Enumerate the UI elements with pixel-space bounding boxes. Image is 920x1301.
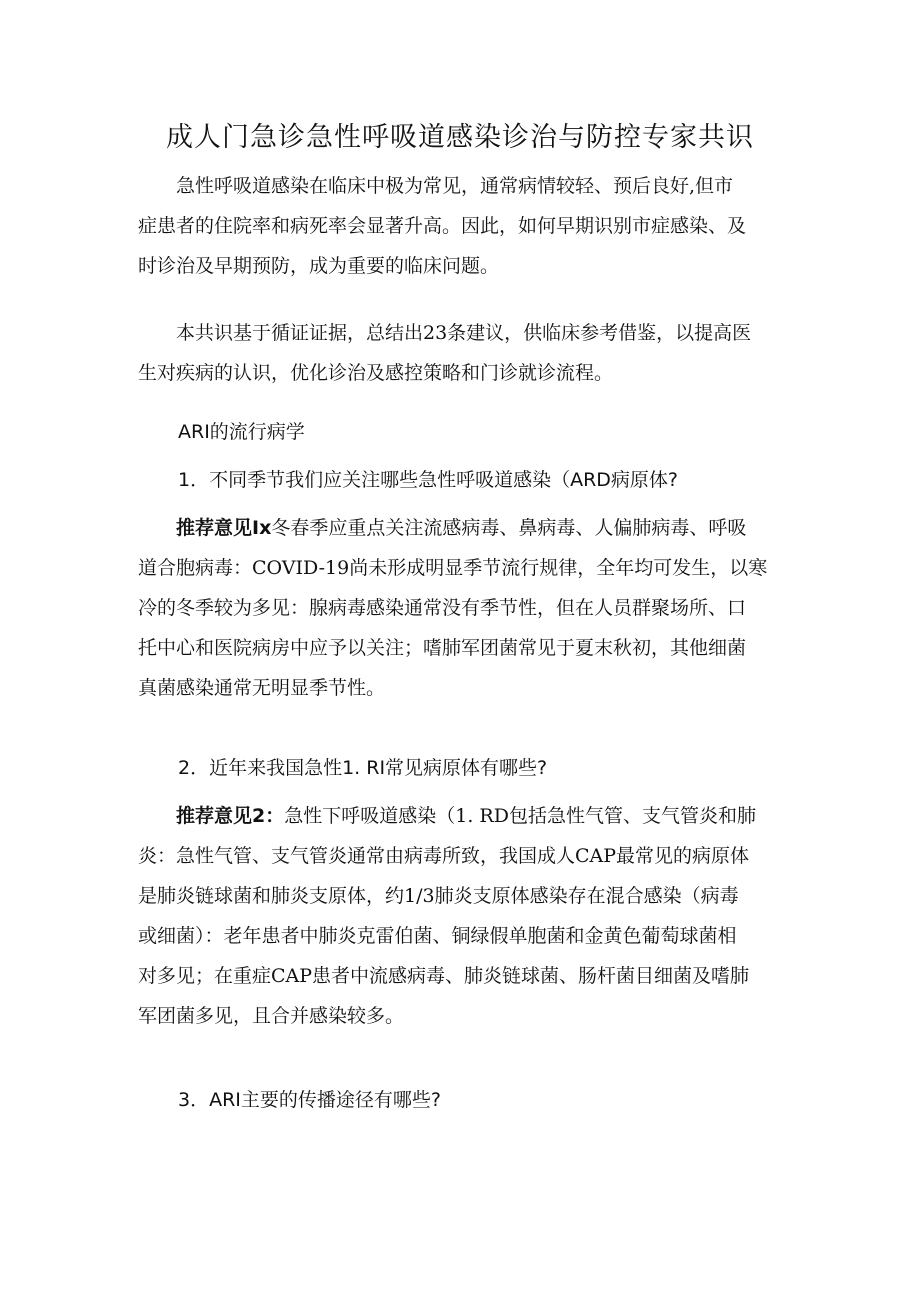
text-span: 冬春季应重点关注流感病毒、鼻病毒、人偏肺病毒、呼吸 [271, 517, 747, 539]
text-line: 症患者的住院率和病死率会显著升高。因此，如何早期识别市症感染、及 [138, 215, 747, 237]
section-heading: ARI的流行病学 [178, 421, 305, 443]
recommendation-label: 推荐意见2： [176, 805, 285, 827]
text-line: 军团菌多见，且合并感染较多。 [138, 1005, 405, 1027]
intro-paragraph-2 [138, 313, 778, 393]
text-line [138, 796, 778, 836]
text-line: 冷的冬季较为多见：腺病毒感染通常没有季节性，但在人员群聚场所、口 [138, 597, 747, 619]
intro-paragraph-1 [138, 166, 778, 286]
question-3-heading: 3．ARI主要的传播途径有哪些? [178, 1089, 441, 1111]
question-2-recommendation [138, 796, 778, 1036]
text-line: 或细菌）：老年患者中肺炎克雷伯菌、铜绿假单胞菌和金黄色葡萄球菌相 [138, 925, 737, 947]
text-line: 生对疾病的认识，优化诊治及感控策略和门诊就诊流程。 [138, 362, 614, 384]
document-title: 成人门急诊急性呼吸道感染诊治与防控专家共识 [166, 122, 754, 153]
text-line [138, 508, 778, 548]
recommendation-label: 推荐意见Ix [176, 517, 272, 539]
text-line: 急性呼吸道感染在临床中极为常见，通常病情较轻、预后良好,但市 [176, 175, 734, 197]
text-line: 炎：急性气管、支气管炎通常由病毒所致，我国成人CAP最常见的病原体 [138, 845, 750, 867]
text-span: 急性下呼吸道感染（1. RD包括急性气管、支气管炎和肺 [284, 805, 756, 827]
text-line: 道合胞病毒：COVID-19尚未形成明显季节流行规律，全年均可发生，以寒 [138, 557, 768, 579]
question-2-heading: 2．近年来我国急性1. RI常见病原体有哪些? [178, 757, 548, 779]
text-line: 对多见；在重症CAP患者中流感病毒、肺炎链球菌、肠杆菌目细菌及嗜肺 [138, 965, 750, 987]
text-line: 真菌感染通常无明显季节性。 [138, 677, 386, 699]
text-line: 是肺炎链球菌和肺炎支原体，约1/3肺炎支原体感染存在混合感染（病毒 [138, 885, 739, 907]
question-1-recommendation [138, 508, 778, 708]
text-line: 时诊治及早期预防，成为重要的临床问题。 [138, 255, 500, 277]
text-line: 本共识基于循证证据，总结出23条建议，供临床参考借鉴，以提高医 [176, 322, 752, 344]
text-line: 托中心和医院病房中应予以关注；嗜肺军团菌常见于夏末秋初，其他细菌 [138, 637, 747, 659]
question-1-heading: 1．不同季节我们应关注哪些急性呼吸道感染（ARD病原体? [178, 469, 679, 491]
